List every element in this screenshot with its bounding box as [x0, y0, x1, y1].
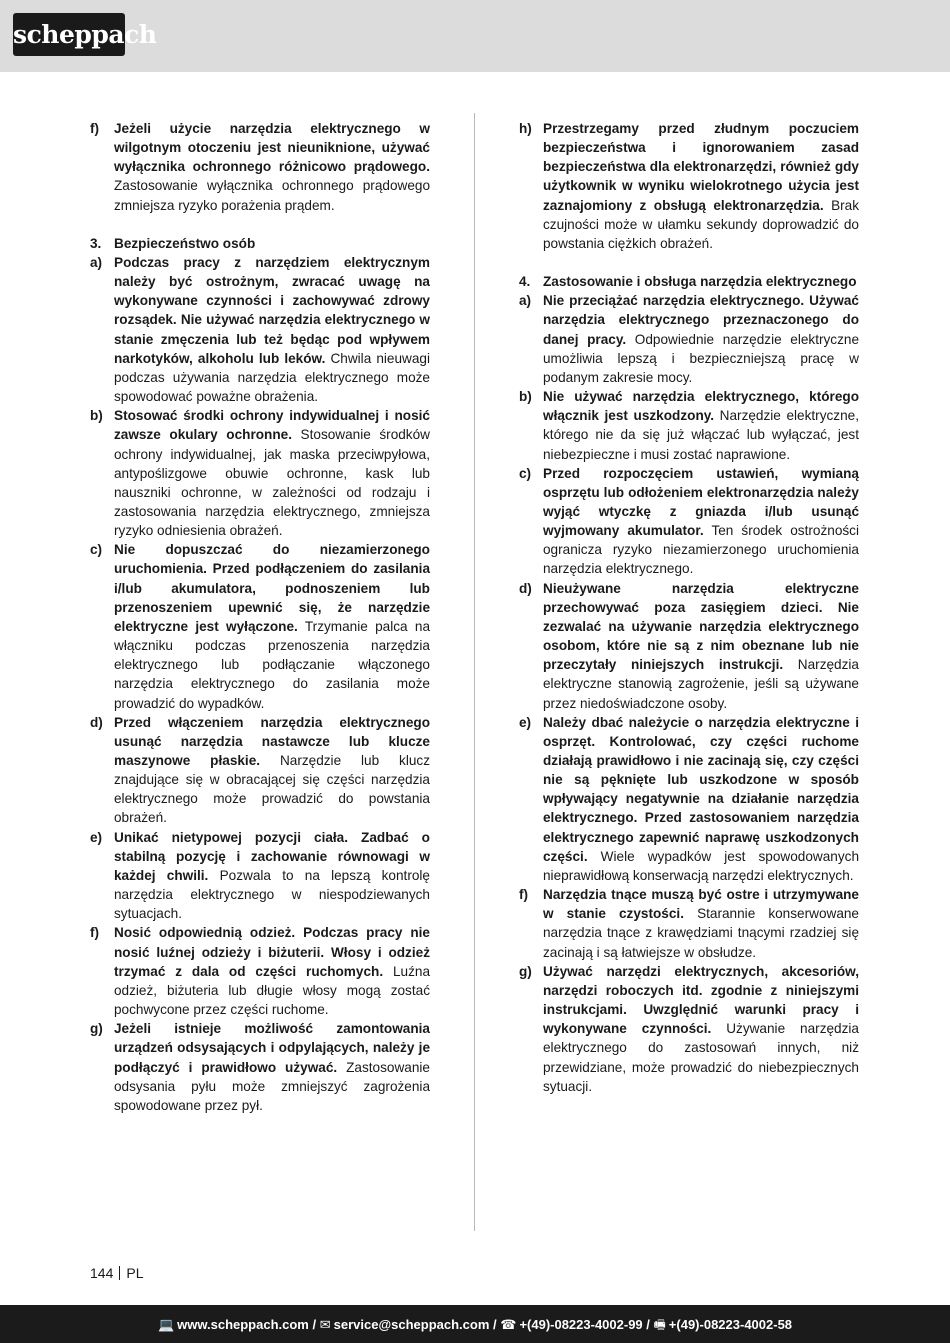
safety-item: a) Nie przeciążać narzędzia elektrycznego. Używać narzędzia elektrycznego przeznaczonego do danej pracy. Odpowiednie narzędzie elektryczne umożliwia lepszą i bezpieczniejszą pracę w podanym zakresie mocy. [519, 293, 860, 385]
fax-icon: 🖷 [653, 1317, 666, 1332]
section-heading: 4. Zastosowanie i obsługa narzędzia elektrycznego [519, 274, 857, 290]
scheppach-logo: scheppach [13, 13, 125, 56]
safety-item: c) Nie dopuszczać do niezamierzonego uruchomienia. Przed podłączeniem do zasilania i/lub akumulatora, podnoszeniem lub przenoszeniem upewnić się, że narzędzie elektryczne jest wyłączone. Trzymanie palca na włączniku podczas przenoszenia narzędzia elektrycznego lub podłączanie włączonego narzędzia elektrycznego do zasilania może prowadzić do wypadków. [90, 542, 431, 711]
computer-icon: 💻 [157, 1317, 175, 1332]
safety-item: g) Jeżeli istnieje możliwość zamontowania urządzeń odsysających i odpylających, należy je podłączyć i prawidłowo używać. Zastosowanie odsysania pyłu może zmniejszyć zagrożenia spowodowane przez pył. [90, 1021, 430, 1113]
safety-item: b) Stosować środki ochrony indywidualnej i nosić zawsze okulary ochronne. Stosowanie środków ochrony indywidualnej, jak maska przeciwpyłowa, antypoślizgowe obuwie ochronne, kask lub nauszniki ochronne, w zależności od rodzaju i zastosowania narzędzia elektrycznego, zmniejsza ryzyko odniesienia obrażeń. [90, 408, 430, 539]
envelope-icon: ✉ [319, 1317, 331, 1332]
footer-website[interactable]: www.scheppach.com / [177, 1317, 317, 1332]
footer-email[interactable]: service@scheppach.com / [333, 1317, 497, 1332]
safety-item: f) Narzędzia tnące muszą być ostre i utrzymywane w stanie czystości. Starannie konserwowane narzędzia tnące z krawędziami tnącymi rzadziej się zacinają i są łatwiejsze w obsłudze. [519, 887, 859, 960]
column-divider [474, 113, 475, 1231]
footer-contact-line [0, 1316, 950, 1338]
safety-item: e) Należy dbać należycie o narzędzia elektryczne i osprzęt. Kontrolować, czy części ruchome działają prawidłowo i nie zacinają się, czy części nie są pęknięte lub uszkodzone w sposób wpływający negatywnie na działanie narzędzia elektrycznego. Przed zastosowaniem narzędzia elektrycznego zapewnić naprawę uszkodzonych części. Wiele wypadków jest spowodowanych nieprawidłową konserwacją narzędzi elektrycznych. [519, 714, 860, 883]
footer-phone[interactable]: +(49)-08223-4002-99 / [519, 1317, 650, 1332]
safety-item: e) Unikać nietypowej pozycji ciała. Zadbać o stabilną pozycję i zachowanie równowagi w każdej chwili. Pozwala to na lepszą kontrolę narzędzia elektrycznego w niespodziewanych sytuacjach. [90, 829, 430, 922]
page-language: PL [126, 1265, 144, 1281]
left-column [90, 119, 430, 1115]
page-number-value: 144 [90, 1265, 114, 1281]
page-footer [0, 1305, 950, 1343]
safety-item: f) Jeżeli użycie narzędzia elektrycznego w wilgotnym otoczeniu jest nieuniknione, używać wyłącznika ochronnego różnicowo prądowego. Zastosowanie wyłącznika ochronnego prądowego zmniejsza ryzyko porażenia prądem. [90, 121, 430, 213]
right-column [519, 119, 859, 1096]
safety-item: c) Przed rozpoczęciem ustawień, wymianą osprzętu lub odłożeniem elektronarzędzia należy wyjąć wtyczkę z gniazda i/lub usunąć wyjmowany akumulator. Ten środek ostrożności ogranicza ryzyko niezamierzonego uruchomienia narzędzia elektrycznego. [519, 465, 859, 577]
page-header [0, 0, 950, 72]
safety-item: g) Używać narzędzi elektrycznych, akcesoriów, narzędzi roboczych itd. zgodnie z niniejszymi instrukcjami. Uwzględnić warunki pracy i wykonywane czynności. Używanie narzędzia elektrycznego do zastosowań innych, niż przewidziane, może prowadzić do niebezpiecznych sytuacji. [519, 963, 859, 1094]
page-number-separator [119, 1266, 120, 1280]
safety-item: d) Nieużywane narzędzia elektryczne przechowywać poza zasięgiem dzieci. Nie zezwalać na używanie narzędzia elektrycznego osobom, które nie są z nim obeznane lub nie przeczytały niniejszych instrukcji. Narzędzia elektryczne stanowią zagrożenie, jeśli są używane przez niedoświadczone osoby. [519, 580, 859, 711]
section-heading: 3. Bezpieczeństwo osób [90, 235, 256, 251]
safety-item: b) Nie używać narzędzia elektrycznego, którego włącznik jest uszkodzony. Narzędzie elektryczne, którego nie da się już włączać lub wyłączać, jest niebezpieczne i musi zostać naprawione. [519, 389, 859, 462]
safety-item: d) Przed włączeniem narzędzia elektrycznego usunąć narzędzia nastawcze lub klucze maszynowe płaskie. Narzędzie lub klucz znajdujące się w obracającej się części narzędzia elektrycznego może prowadzić do powstania obrażeń. [90, 714, 430, 826]
safety-item: h) Przestrzegamy przed złudnym poczuciem bezpieczeństwa i ignorowaniem zasad bezpieczeństwa dla elektronarzędzi, również gdy użytkownik w wyniku wielokrotnego użycia jest zaznajomiony z obsługą elektronarzędzia. Brak czujności może w ułamku sekundy doprowadzić do powstania ciężkich obrażeń. [519, 121, 860, 251]
footer-fax[interactable]: +(49)-08223-4002-58 [668, 1317, 793, 1332]
phone-icon: ☎ [500, 1317, 517, 1332]
safety-item: f) Nosić odpowiednią odzież. Podczas pracy nie nosić luźnej odzieży i biżuterii. Włosy i odzież trzymać z dala od części ruchomych. Luźna odzież, biżuteria lub długie włosy mogą zostać pochwycone przez części ruchome. [90, 925, 431, 1018]
page-number [90, 1265, 143, 1281]
safety-item: a) Podczas pracy z narzędziem elektrycznym należy być ostrożnym, zwracać uwagę na wykonywane czynności i zachowywać zdrowy rozsądek. Nie używać narzędzia elektrycznego w stanie zmęczenia lub też będąc pod wpływem narkotyków, alkoholu lub leków. Chwila nieuwagi podczas używania narzędzia elektrycznego może spowodować poważne obrażenia. [90, 254, 431, 405]
